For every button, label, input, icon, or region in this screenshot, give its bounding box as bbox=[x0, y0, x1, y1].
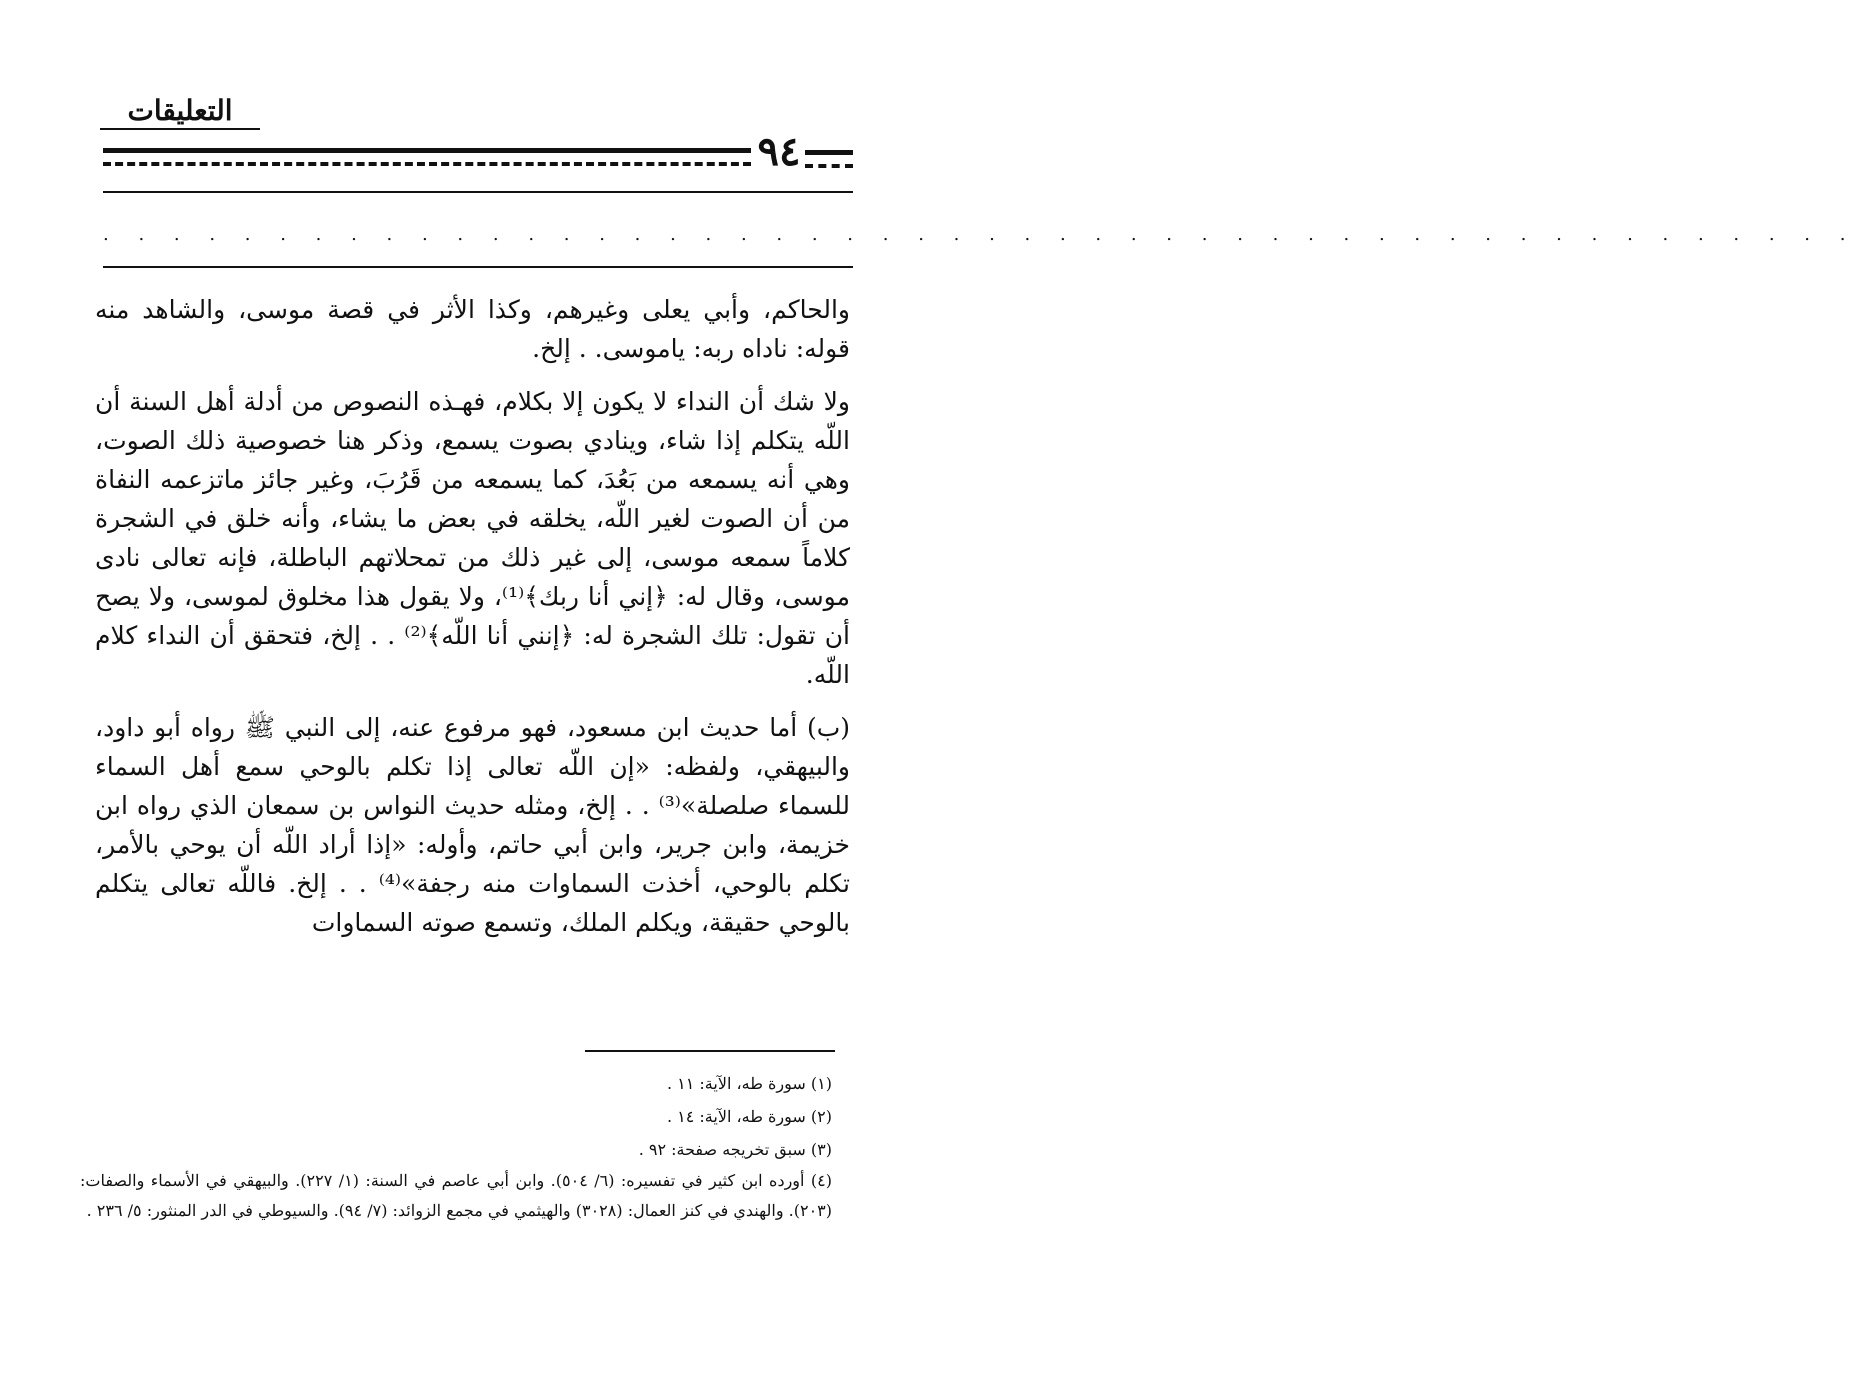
running-title: التعليقات bbox=[100, 96, 260, 130]
page-number: ٩٤ bbox=[757, 128, 801, 175]
footnote-separator bbox=[585, 1050, 835, 1052]
dotted-line: . . . . . . . . . . . . . . . . . . . . . . . . . . . . . . . . . . . . . . . . . . . . . . . . . . bbox=[103, 224, 1857, 245]
header-corner-rule bbox=[805, 150, 853, 168]
header-rule bbox=[103, 148, 751, 166]
footnote: (٤) أورده ابن كثير في تفسيره: (٦/ ٥٠٤). وابن أبي عاصم في السنة: (١/ ٢٢٧). والبيهقي في الأسماء والصفات: (٢٠٣). والهندي في كنز العمال: (٣٠٢٨) والهيثمي في مجمع الزوائد: (٧/ ٩٤). والسيوطي في الدر المنثور: ٥/ ٢٣٦ . bbox=[80, 1171, 832, 1220]
paragraph: ولا شك أن النداء لا يكون إلا بكلام، فهـذه النصوص من أدلة أهل السنة أن اللّه يتكلم إذا شاء، وينادي بصوت يسمع، وذكر هنا خصوصية ذلك الصوت، وهي أنه يسمعه من بَعُدَ، كما يسمعه من قَرُبَ، وغير جائز ماتزعمه النفاة من أن الصوت لغير اللّه، يخلقه في بعض ما يشاء، وأنه خلق في الشجرة كلاماً سمعه موسى، إلى غير ذلك من تمحلاتهم الباطلة، فإنه تعالى نادى موسى، وقال له: ﴿إني أنا ربك﴾⁽¹⁾، ولا يقول هذا مخلوق لموسى، ولا يصح أن تقول: تلك الشجرة له: ﴿إنني أنا اللّه﴾⁽²⁾ . . إلخ، فتحقق أن النداء كلام اللّه. bbox=[95, 387, 851, 689]
main-text bbox=[95, 290, 850, 942]
paragraph: والحاكم، وأبي يعلى وغيرهم، وكذا الأثر في قصة موسى، والشاهد منه قوله: ناداه ربه: ياموسى. . إلخ. bbox=[95, 295, 850, 363]
footnote: (٣) سبق تخريجه صفحة: ٩٢ . bbox=[638, 1140, 832, 1159]
divider-line bbox=[103, 266, 853, 268]
footnote: (١) سورة طه، الآية: ١١ . bbox=[666, 1074, 832, 1093]
paragraph: (ب) أما حديث ابن مسعود، فهو مرفوع عنه، إلى النبي ﷺ رواه أبو داود، والبيهقي، ولفظه: «إن اللّه تعالى إذا تكلم بالوحي سمع أهل السماء للسماء صلصلة»⁽³⁾ . . إلخ، ومثله حديث النواس بن سمعان الذي رواه ابن خزيمة، وابن جرير، وابن أبي حاتم، وأوله: «إذا أراد اللّه أن يوحي بالأمر، تكلم بالوحي، أخذت السماوات منه رجفة»⁽⁴⁾ . . إلخ. فاللّه تعالى يتكلم بالوحي حقيقة، ويكلم الملك، وتسمع صوته السماوات bbox=[95, 713, 850, 937]
footnotes bbox=[80, 1067, 832, 1226]
divider-line bbox=[103, 191, 853, 193]
footnote: (٢) سورة طه، الآية: ١٤ . bbox=[666, 1107, 832, 1126]
